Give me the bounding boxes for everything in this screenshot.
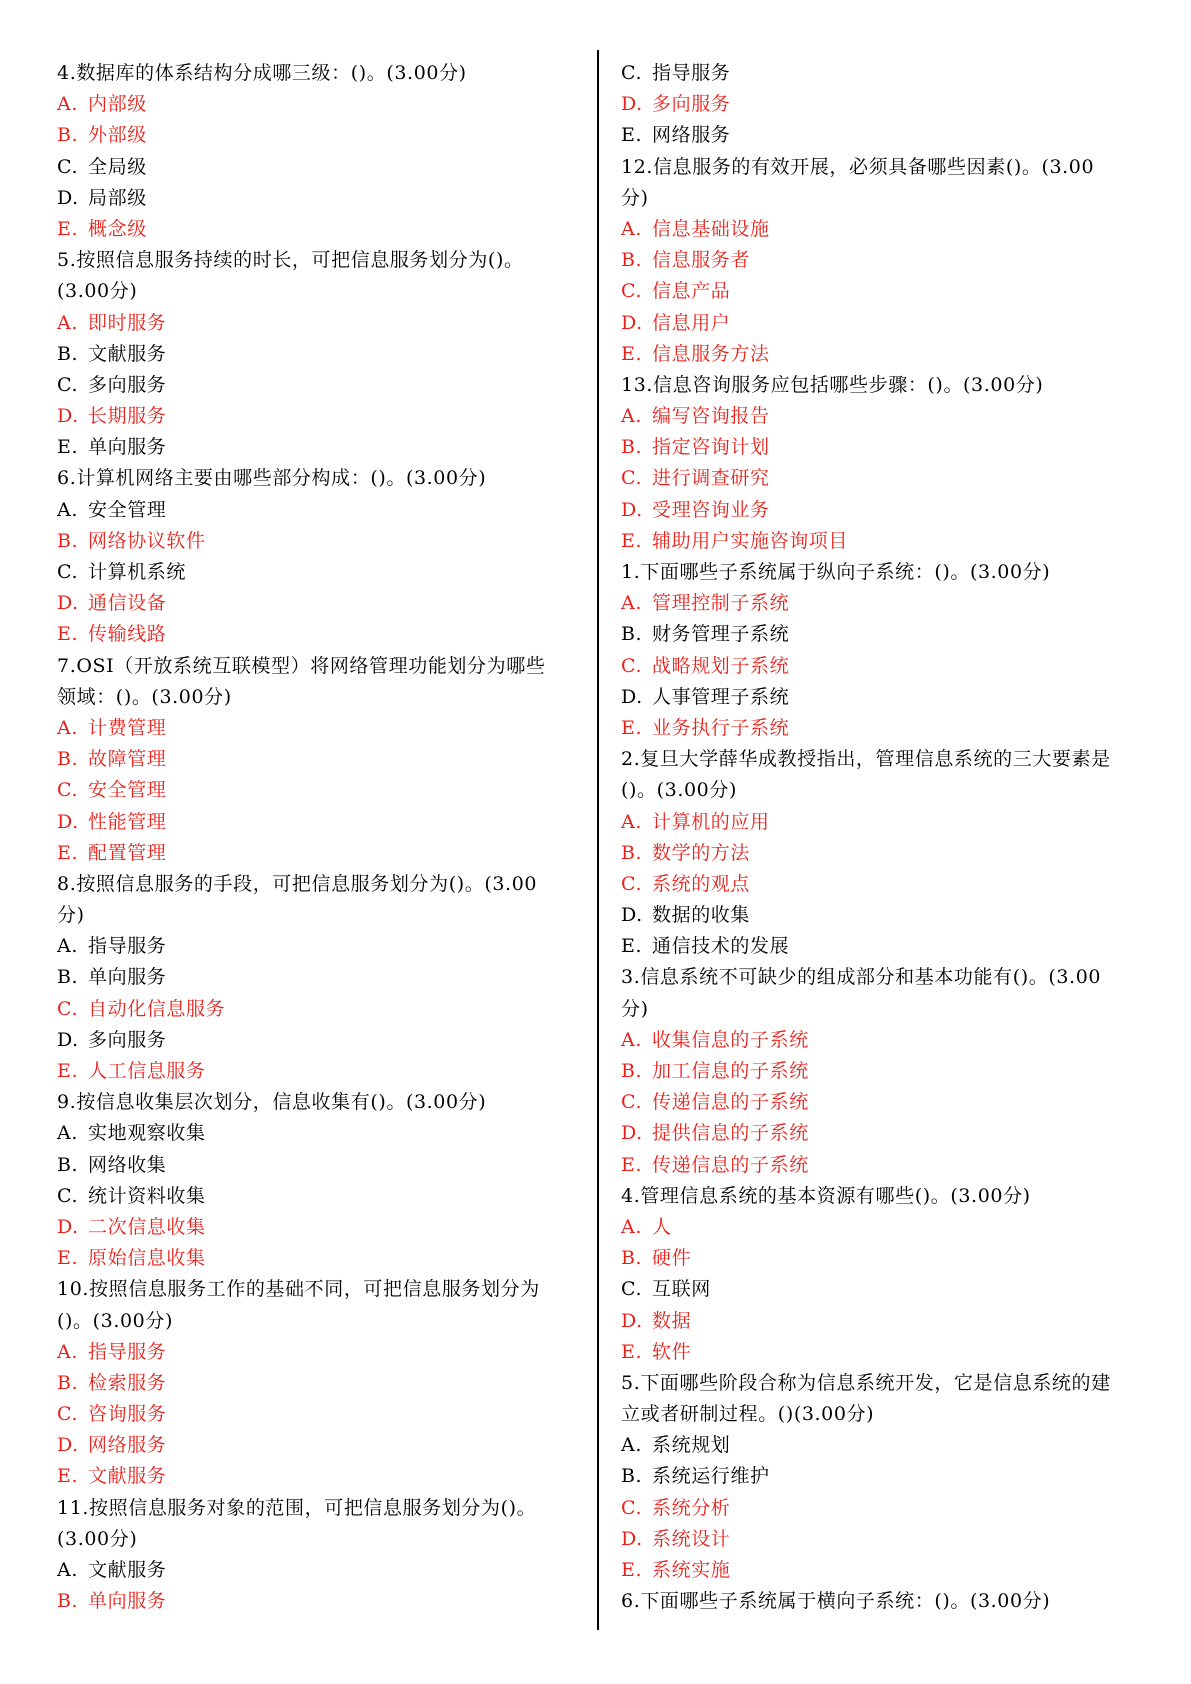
- option-letter: B.: [621, 1465, 643, 1488]
- option-text: 硬件: [652, 1247, 692, 1270]
- option-text: 多向服务: [88, 373, 167, 396]
- answer-option: [57, 931, 580, 962]
- option-letter: D.: [57, 1215, 79, 1238]
- option-text: 网络协议软件: [88, 529, 206, 552]
- answer-option-correct: [57, 401, 580, 432]
- option-letter: E.: [621, 1153, 643, 1176]
- option-text: 信息产品: [652, 280, 731, 303]
- option-text: 文献服务: [88, 342, 167, 365]
- option-text: 即时服务: [88, 311, 167, 334]
- answer-option-correct: [621, 432, 1146, 463]
- option-text: 提供信息的子系统: [652, 1122, 809, 1145]
- option-letter: C.: [57, 155, 79, 178]
- answer-option-correct: [57, 807, 580, 838]
- answer-option: [57, 495, 580, 526]
- option-text: 数学的方法: [652, 841, 751, 864]
- answer-option-correct: [57, 713, 580, 744]
- question-text: 2.复旦大学薛华成教授指出，管理信息系统的三大要素是: [621, 748, 1111, 771]
- question-text: 3.信息系统不可缺少的组成部分和基本功能有()。(3.00: [621, 966, 1102, 989]
- option-letter: A.: [621, 1215, 642, 1238]
- answer-option: [621, 619, 1146, 650]
- answer-option: [621, 900, 1146, 931]
- answer-option-correct: [621, 1150, 1146, 1181]
- option-text: 通信设备: [88, 592, 167, 615]
- option-letter: D.: [57, 592, 79, 615]
- question-text: 5.下面哪些阶段合称为信息系统开发，它是信息系统的建: [621, 1371, 1111, 1394]
- option-letter: B.: [621, 1247, 643, 1270]
- answer-option-correct: [57, 1461, 580, 1492]
- answer-option-correct: [621, 838, 1146, 869]
- option-text: 系统分析: [652, 1496, 731, 1519]
- option-letter: A.: [621, 405, 642, 428]
- answer-option: [57, 432, 580, 463]
- answer-option-correct: [57, 89, 580, 120]
- option-letter: E.: [621, 529, 643, 552]
- option-letter: D.: [57, 186, 79, 209]
- option-letter: B.: [57, 1153, 79, 1176]
- option-text: 传递信息的子系统: [652, 1153, 809, 1176]
- answer-option-correct: [621, 89, 1146, 120]
- option-text: 配置管理: [88, 841, 167, 864]
- option-text: 财务管理子系统: [652, 623, 790, 646]
- answer-option-correct: [621, 713, 1146, 744]
- answer-option-correct: [621, 1337, 1146, 1368]
- option-text: 二次信息收集: [88, 1215, 206, 1238]
- answer-option-correct: [57, 1399, 580, 1430]
- option-letter: E.: [57, 217, 79, 240]
- option-text: 指导服务: [88, 935, 167, 958]
- question-text: 11.按照信息服务对象的范围，可把信息服务划分为()。: [57, 1496, 537, 1519]
- option-letter: E.: [57, 623, 79, 646]
- answer-option-correct: [621, 807, 1146, 838]
- question-text: 4.管理信息系统的基本资源有哪些()。(3.00分): [621, 1184, 1031, 1207]
- option-letter: B.: [57, 1371, 79, 1394]
- option-letter: A.: [621, 592, 642, 615]
- option-text: 信息服务者: [652, 249, 751, 272]
- option-letter: B.: [57, 1590, 79, 1613]
- answer-option-correct: [621, 401, 1146, 432]
- option-letter: C.: [57, 1184, 79, 1207]
- answer-option: [57, 1181, 580, 1212]
- answer-option-correct: [57, 619, 580, 650]
- answer-option-correct: [621, 1118, 1146, 1149]
- answer-option-correct: [621, 588, 1146, 619]
- option-letter: C.: [621, 872, 643, 895]
- answer-option-correct: [57, 775, 580, 806]
- answer-option: [621, 682, 1146, 713]
- option-text: 进行调查研究: [652, 467, 770, 490]
- answer-option: [57, 557, 580, 588]
- option-letter: B.: [57, 748, 79, 771]
- option-letter: A.: [621, 1434, 642, 1457]
- answer-option: [621, 1461, 1146, 1492]
- answer-option: [621, 120, 1146, 151]
- option-letter: B.: [621, 1060, 643, 1082]
- option-letter: A.: [57, 311, 78, 334]
- option-text: 信息基础设施: [652, 217, 770, 240]
- option-text: 安全管理: [88, 498, 167, 521]
- answer-option-correct: [621, 1306, 1146, 1337]
- answer-option: [57, 962, 580, 993]
- option-text: 系统规划: [652, 1434, 731, 1457]
- answer-option-correct: [621, 1212, 1146, 1243]
- question-text: 6.计算机网络主要由哪些部分构成：()。(3.00分): [57, 467, 487, 490]
- option-letter: D.: [621, 1309, 643, 1332]
- question-text: 4.数据库的体系结构分成哪三级：()。(3.00分): [57, 62, 467, 84]
- option-text: 传递信息的子系统: [652, 1091, 809, 1114]
- answer-option: [621, 931, 1146, 962]
- option-text: 人工信息服务: [88, 1060, 206, 1082]
- option-text: 辅助用户实施咨询项目: [652, 529, 849, 552]
- answer-option-correct: [621, 276, 1146, 307]
- option-text: 数据: [652, 1309, 692, 1332]
- right-column: [621, 58, 1146, 1617]
- answer-option-correct: [621, 869, 1146, 900]
- answer-option-correct: [57, 1243, 580, 1274]
- option-text: 外部级: [88, 124, 147, 147]
- answer-option-correct: [621, 1524, 1146, 1555]
- option-letter: C.: [57, 373, 79, 396]
- answer-option-correct: [57, 1212, 580, 1243]
- option-text: 计费管理: [88, 716, 167, 739]
- answer-option: [57, 1118, 580, 1149]
- answer-option-correct: [57, 120, 580, 151]
- option-letter: E.: [57, 1247, 79, 1270]
- option-letter: D.: [621, 311, 643, 334]
- answer-option-correct: [57, 588, 580, 619]
- option-text: 系统的观点: [652, 872, 751, 895]
- answer-option-correct: [57, 1368, 580, 1399]
- option-letter: A.: [57, 1559, 78, 1581]
- answer-option-correct: [621, 651, 1146, 682]
- question-text: 9.按信息收集层次划分，信息收集有()。(3.00分): [57, 1091, 487, 1114]
- answer-option-correct: [621, 463, 1146, 494]
- option-letter: E.: [621, 1340, 643, 1363]
- answer-option-correct: [57, 1337, 580, 1368]
- option-letter: B.: [57, 529, 79, 552]
- option-letter: C.: [57, 561, 79, 583]
- answer-option-correct: [57, 1056, 580, 1087]
- option-text: 文献服务: [88, 1559, 167, 1581]
- question-text: (3.00分): [57, 280, 138, 303]
- option-text: 信息服务方法: [652, 342, 770, 365]
- option-text: 人事管理子系统: [652, 685, 790, 708]
- answer-option-correct: [621, 1555, 1146, 1586]
- option-letter: D.: [57, 1434, 79, 1457]
- option-letter: C.: [621, 1091, 643, 1114]
- option-letter: D.: [621, 904, 643, 927]
- question-text: 分): [621, 186, 649, 209]
- option-letter: B.: [57, 966, 79, 989]
- option-text: 编写咨询报告: [652, 405, 770, 428]
- question-text: ()。(3.00分): [57, 1309, 173, 1332]
- question-text: 7.OSI（开放系统互联模型）将网络管理功能划分为哪些: [57, 654, 546, 677]
- option-letter: A.: [57, 716, 78, 739]
- answer-option: [57, 370, 580, 401]
- option-letter: D.: [621, 498, 643, 521]
- option-text: 单向服务: [88, 966, 167, 989]
- option-letter: D.: [621, 1527, 643, 1550]
- option-text: 收集信息的子系统: [652, 1028, 809, 1051]
- option-text: 受理咨询业务: [652, 498, 770, 521]
- option-letter: D.: [621, 1122, 643, 1145]
- option-text: 实地观察收集: [88, 1122, 206, 1145]
- option-letter: E.: [621, 935, 643, 958]
- answer-option: [57, 1150, 580, 1181]
- answer-option: [621, 58, 1146, 89]
- option-letter: E.: [57, 436, 79, 459]
- answer-option-correct: [621, 339, 1146, 370]
- option-letter: E.: [57, 1060, 79, 1082]
- option-text: 信息用户: [652, 311, 731, 334]
- option-text: 多向服务: [88, 1028, 167, 1051]
- question-text: 领域：()。(3.00分): [57, 685, 232, 708]
- option-text: 通信技术的发展: [652, 935, 790, 958]
- option-text: 系统运行维护: [652, 1465, 770, 1488]
- question-text: 1.下面哪些子系统属于纵向子系统：()。(3.00分): [621, 561, 1051, 583]
- option-letter: C.: [621, 280, 643, 303]
- option-text: 安全管理: [88, 779, 167, 802]
- option-text: 传输线路: [88, 623, 167, 646]
- answer-option: [57, 339, 580, 370]
- option-text: 原始信息收集: [88, 1247, 206, 1270]
- option-text: 全局级: [88, 155, 147, 178]
- option-letter: E.: [621, 1559, 643, 1581]
- option-letter: B.: [57, 342, 79, 365]
- option-letter: E.: [57, 1465, 79, 1488]
- option-letter: C.: [621, 467, 643, 490]
- option-letter: D.: [621, 93, 643, 116]
- option-text: 指定咨询计划: [652, 436, 770, 459]
- option-text: 单向服务: [88, 1590, 167, 1613]
- question-text: (3.00分): [57, 1527, 138, 1550]
- option-text: 多向服务: [652, 93, 731, 116]
- option-text: 统计资料收集: [88, 1184, 206, 1207]
- answer-option-correct: [57, 1586, 580, 1617]
- option-letter: C.: [621, 1278, 643, 1301]
- column-divider: [597, 50, 599, 1630]
- answer-option-correct: [621, 245, 1146, 276]
- option-letter: E.: [621, 124, 643, 147]
- answer-option-correct: [57, 214, 580, 245]
- option-text: 概念级: [88, 217, 147, 240]
- option-text: 互联网: [652, 1278, 711, 1301]
- answer-option: [57, 152, 580, 183]
- option-text: 局部级: [88, 186, 147, 209]
- answer-option: [57, 1555, 580, 1586]
- option-text: 长期服务: [88, 405, 167, 428]
- option-text: 单向服务: [88, 436, 167, 459]
- option-letter: A.: [57, 1122, 78, 1145]
- answer-option-correct: [621, 1243, 1146, 1274]
- option-letter: C.: [621, 654, 643, 677]
- question-text: 12.信息服务的有效开展，必须具备哪些因素()。(3.00: [621, 155, 1095, 178]
- answer-option: [621, 1430, 1146, 1461]
- option-letter: D.: [621, 685, 643, 708]
- answer-option-correct: [57, 994, 580, 1025]
- option-letter: A.: [57, 1340, 78, 1363]
- answer-option: [57, 1025, 580, 1056]
- option-letter: A.: [57, 498, 78, 521]
- option-letter: A.: [57, 935, 78, 958]
- option-text: 计算机系统: [88, 561, 187, 583]
- answer-option: [57, 183, 580, 214]
- option-letter: E.: [57, 841, 79, 864]
- option-letter: B.: [621, 841, 643, 864]
- question-text: 分): [57, 904, 85, 927]
- option-text: 系统设计: [652, 1527, 731, 1550]
- answer-option-correct: [621, 1493, 1146, 1524]
- answer-option-correct: [621, 495, 1146, 526]
- option-text: 数据的收集: [652, 904, 751, 927]
- answer-option-correct: [57, 744, 580, 775]
- question-text: 5.按照信息服务持续的时长，可把信息服务划分为()。: [57, 249, 524, 272]
- option-text: 加工信息的子系统: [652, 1060, 809, 1082]
- question-text: 10.按照信息服务工作的基础不同，可把信息服务划分为: [57, 1278, 540, 1301]
- answer-option-correct: [57, 308, 580, 339]
- option-text: 指导服务: [652, 62, 731, 84]
- answer-option-correct: [621, 526, 1146, 557]
- option-text: 网络服务: [88, 1434, 167, 1457]
- option-letter: D.: [57, 810, 79, 833]
- option-text: 网络服务: [652, 124, 731, 147]
- option-letter: A.: [621, 217, 642, 240]
- option-text: 指导服务: [88, 1340, 167, 1363]
- option-text: 管理控制子系统: [652, 592, 790, 615]
- option-letter: B.: [57, 124, 79, 147]
- question-text: ()。(3.00分): [621, 779, 737, 802]
- question-text: 13.信息咨询服务应包括哪些步骤：()。(3.00分): [621, 373, 1044, 396]
- option-letter: D.: [57, 1028, 79, 1051]
- option-text: 网络收集: [88, 1153, 167, 1176]
- option-text: 检索服务: [88, 1371, 167, 1394]
- option-letter: C.: [57, 1403, 79, 1426]
- option-letter: A.: [57, 93, 78, 116]
- answer-option-correct: [621, 1056, 1146, 1087]
- option-text: 软件: [652, 1340, 692, 1363]
- option-letter: B.: [621, 436, 643, 459]
- question-text: 6.下面哪些子系统属于横向子系统：()。(3.00分): [621, 1590, 1051, 1613]
- option-text: 故障管理: [88, 748, 167, 771]
- answer-option-correct: [621, 214, 1146, 245]
- left-column: [57, 58, 580, 1617]
- question-text: 8.按照信息服务的手段，可把信息服务划分为()。(3.00: [57, 872, 538, 895]
- answer-option-correct: [621, 308, 1146, 339]
- option-text: 内部级: [88, 93, 147, 116]
- option-text: 性能管理: [88, 810, 167, 833]
- option-text: 业务执行子系统: [652, 716, 790, 739]
- option-letter: C.: [621, 62, 643, 84]
- option-letter: B.: [621, 623, 643, 646]
- option-text: 咨询服务: [88, 1403, 167, 1426]
- option-text: 系统实施: [652, 1559, 731, 1581]
- answer-option: [621, 1274, 1146, 1305]
- option-text: 计算机的应用: [652, 810, 770, 833]
- answer-option-correct: [57, 838, 580, 869]
- option-text: 人: [652, 1215, 672, 1238]
- option-text: 自动化信息服务: [88, 997, 226, 1020]
- option-letter: A.: [621, 810, 642, 833]
- option-text: 文献服务: [88, 1465, 167, 1488]
- option-letter: C.: [57, 779, 79, 802]
- option-letter: E.: [621, 342, 643, 365]
- option-letter: B.: [621, 249, 643, 272]
- answer-option-correct: [621, 1025, 1146, 1056]
- question-text: 分): [621, 997, 649, 1020]
- option-letter: E.: [621, 716, 643, 739]
- option-letter: C.: [621, 1496, 643, 1519]
- answer-option-correct: [621, 1087, 1146, 1118]
- answer-option-correct: [57, 526, 580, 557]
- answer-option-correct: [57, 1430, 580, 1461]
- option-letter: D.: [57, 405, 79, 428]
- option-letter: C.: [57, 997, 79, 1020]
- question-text: 立或者研制过程。()(3.00分): [621, 1403, 875, 1426]
- option-text: 战略规划子系统: [652, 654, 790, 677]
- option-letter: A.: [621, 1028, 642, 1051]
